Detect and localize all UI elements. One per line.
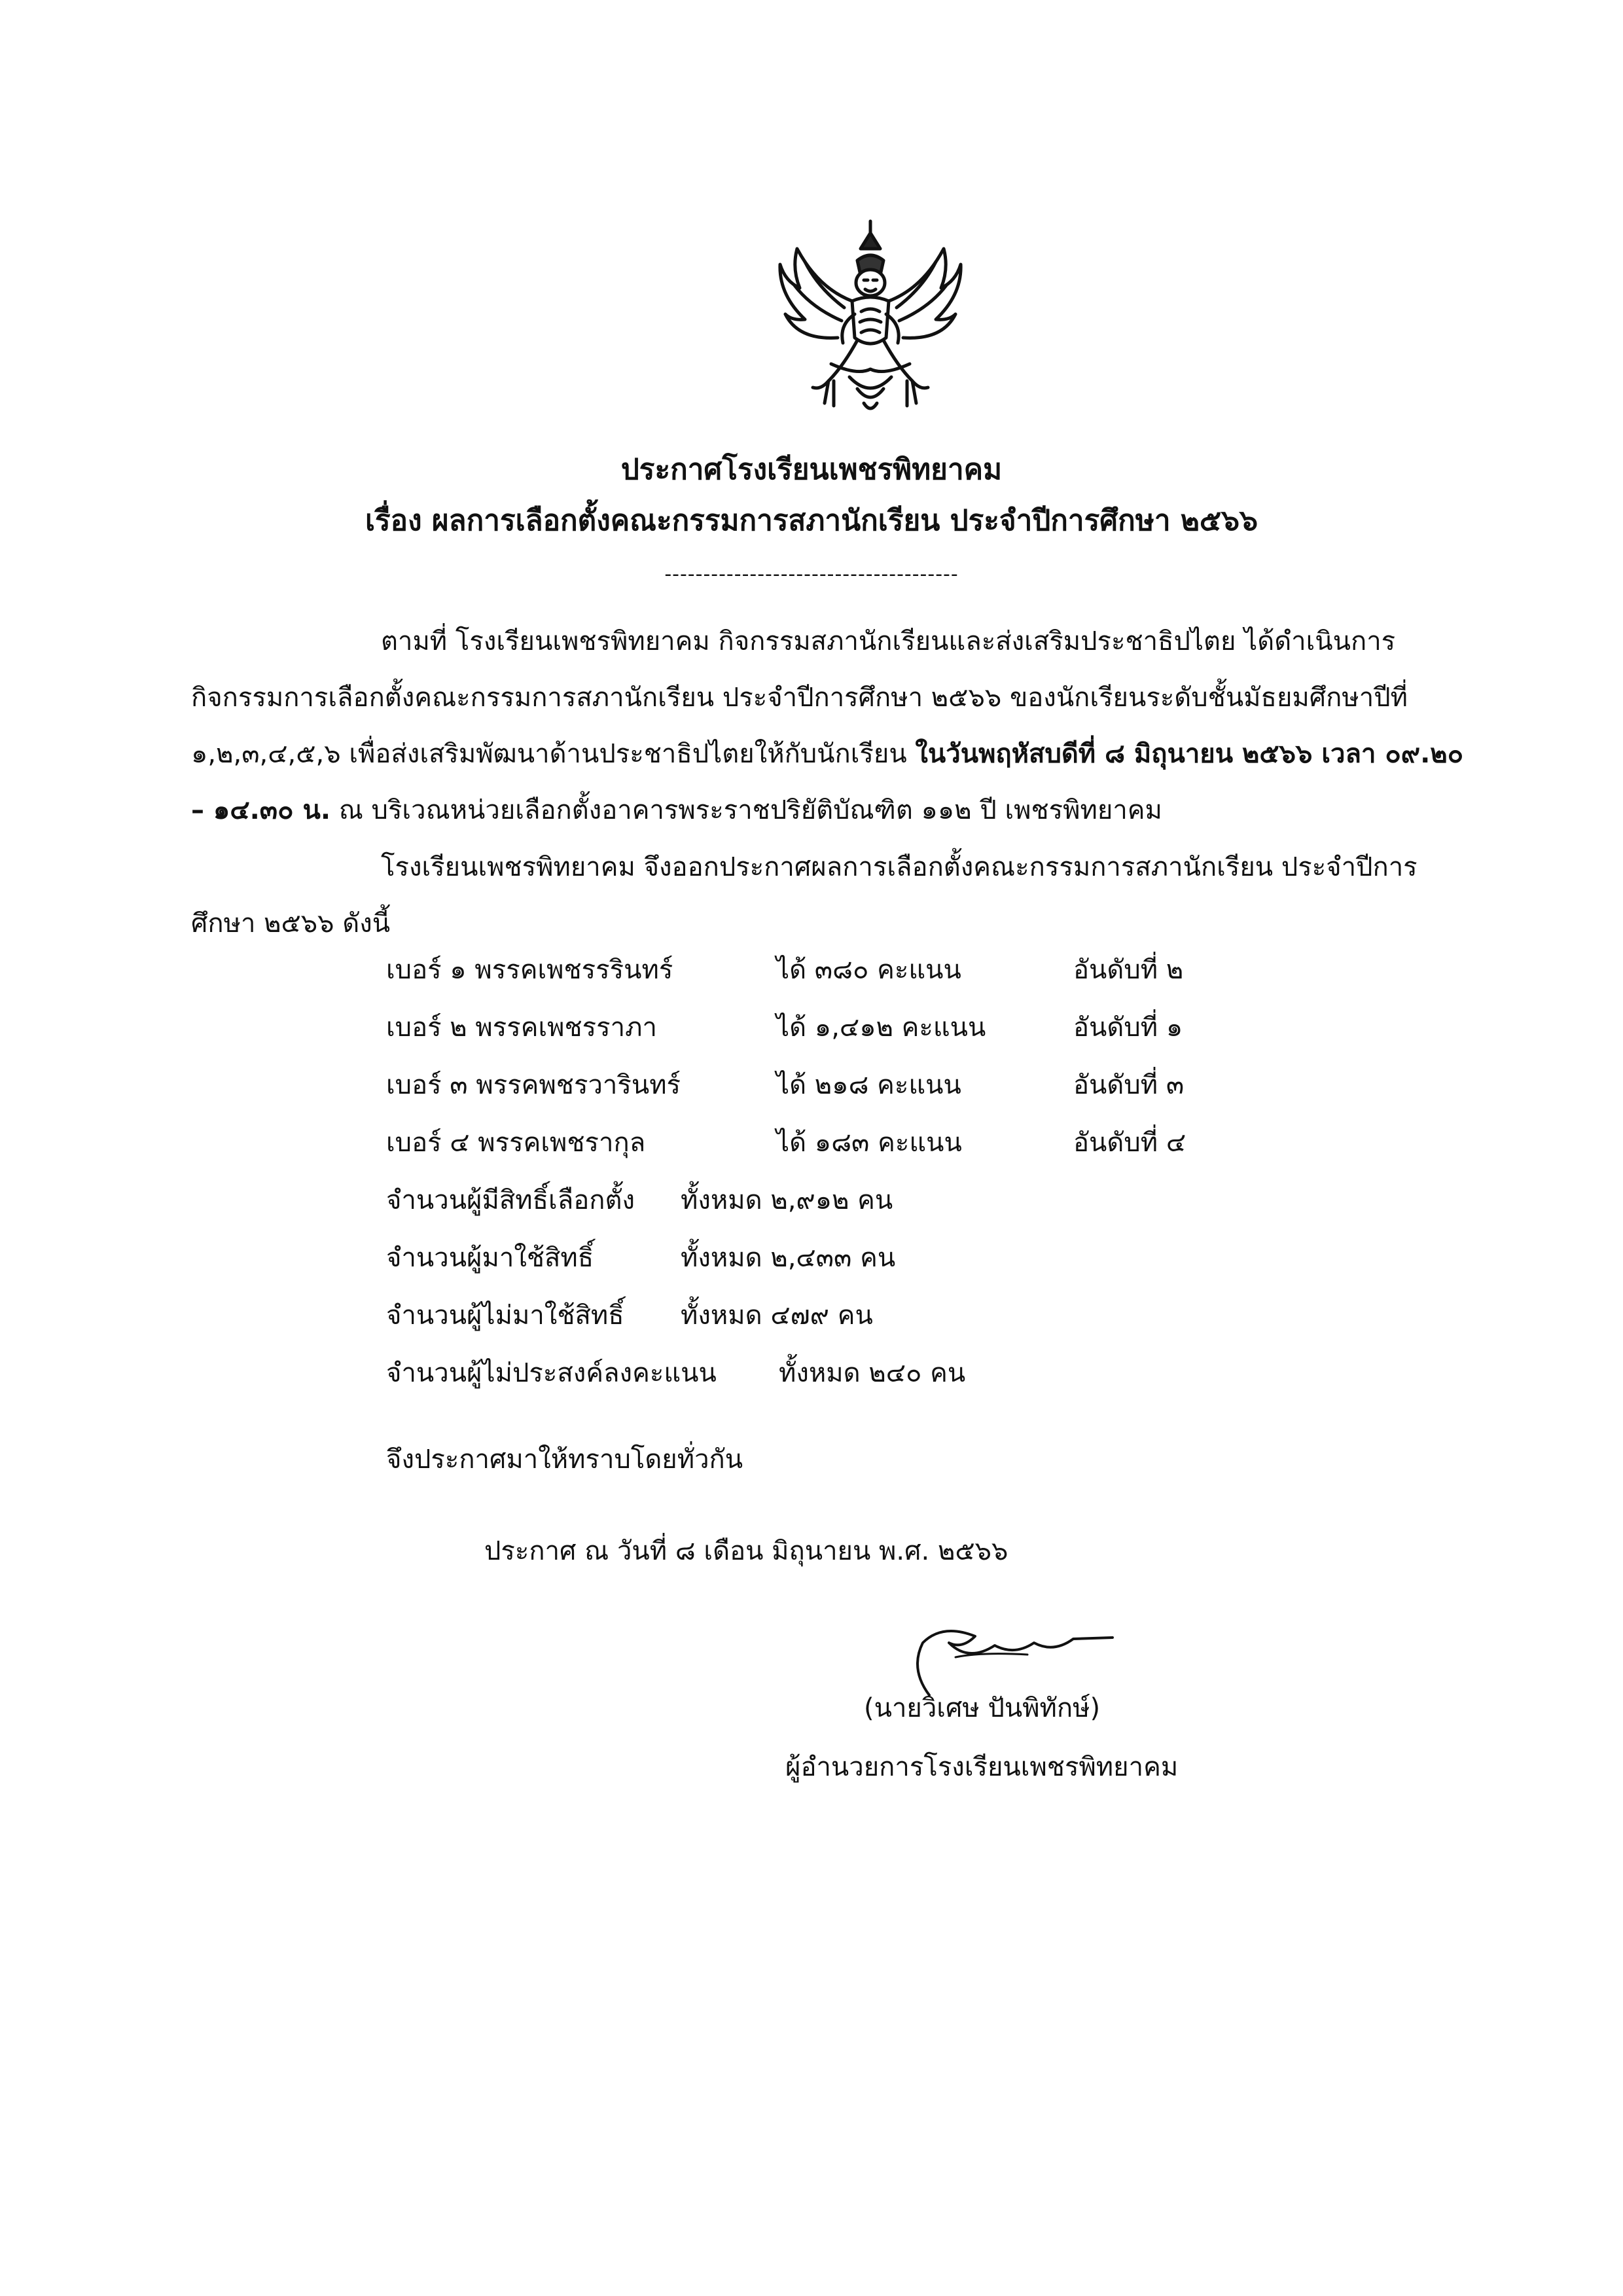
stat-label-eligible: จำนวนผู้มีสิทธิ์เลือกตั้ง bbox=[386, 1185, 635, 1215]
election-date-time: ในวันพฤหัสบดีที่ ๘ มิถุนายน ๒๕๖๖ เวลา ๐๙.๒๐ – ๑๔.๓๐ น. bbox=[191, 739, 1464, 825]
result-score-2: ได้ ๑,๔๑๒ คะแนน bbox=[776, 1013, 986, 1043]
result-score-3: ได้ ๒๑๘ คะแนน bbox=[776, 1070, 961, 1100]
stat-value-not-voted: ทั้งหมด ๔๗๙ คน bbox=[681, 1300, 873, 1331]
result-rank-2: อันดับที่ ๑ bbox=[1073, 1013, 1183, 1043]
stat-value-eligible: ทั้งหมด ๒,๙๑๒ คน bbox=[681, 1185, 893, 1215]
paragraph-location: ณ บริเวณหน่วยเลือกตั้งอาคารพระราชปริยัติบัณฑิต ๑๑๒ ปี เพชรพิทยาคม bbox=[330, 795, 1162, 825]
stat-label-not-voted: จำนวนผู้ไม่มาใช้สิทธิ์ bbox=[386, 1300, 624, 1331]
stat-value-voted: ทั้งหมด ๒,๔๓๓ คน bbox=[681, 1243, 896, 1273]
result-rank-4: อันดับที่ ๔ bbox=[1073, 1128, 1186, 1158]
announcement-subject: เรื่อง ผลการเลือกตั้งคณะกรรมการสภานักเรียน ประจำปีการศึกษา ๒๕๖๖ bbox=[365, 504, 1258, 537]
result-party-3: เบอร์ ๓ พรรคพชรวารินทร์ bbox=[386, 1070, 681, 1100]
signer-name: (นายวิเศษ ปันพิทักษ์) bbox=[864, 1693, 1101, 1723]
stat-label-voted: จำนวนผู้มาใช้สิทธิ์ bbox=[386, 1243, 594, 1273]
divider-line: -------------------------------------- bbox=[664, 563, 959, 586]
result-score-1: ได้ ๓๘๐ คะแนน bbox=[776, 955, 961, 985]
result-rank-1: อันดับที่ ๒ bbox=[1073, 955, 1184, 985]
stat-label-abstain: จำนวนผู้ไม่ประสงค์ลงคะแนน bbox=[386, 1358, 717, 1388]
result-party-4: เบอร์ ๔ พรรคเพชรากุล bbox=[386, 1128, 646, 1158]
result-rank-3: อันดับที่ ๓ bbox=[1073, 1070, 1185, 1100]
closing-statement: จึงประกาศมาให้ทราบโดยทั่วกัน bbox=[386, 1444, 743, 1475]
announcement-title: ประกาศโรงเรียนเพชรพิทยาคม bbox=[620, 453, 1003, 486]
paragraph-background bbox=[191, 613, 1480, 838]
announcement-date: ประกาศ ณ วันที่ ๘ เดือน มิถุนายน พ.ศ. ๒๕๖๖ bbox=[484, 1536, 1008, 1566]
result-party-1: เบอร์ ๑ พรรคเพชรรรินทร์ bbox=[386, 955, 673, 985]
result-score-4: ได้ ๑๘๓ คะแนน bbox=[776, 1128, 962, 1158]
paragraph-announcement-text: โรงเรียนเพชรพิทยาคม จึงออกประกาศผลการเลือกตั้งคณะกรรมการสภานักเรียน ประจำปีการศึกษา ๒๕๖๖ ดังนี้ bbox=[191, 852, 1418, 939]
garuda-emblem bbox=[766, 209, 975, 419]
paragraph-text: ตามที่ โรงเรียนเพชรพิทยาคม กิจกรรมสภานักเรียนและส่งเสริมประชาธิปไตย ได้ดำเนินการกิจกรรมการเลือกตั้งคณะกรรมการสภานักเรียน ประจำปีการศึกษา ๒๕๖๖ ของนักเรียนระดับชั้นมัธยมศึกษาปีที่ ๑,๒,๓,๔,๕,๖ เพื่อส่งเสริมพัฒนาด้านประชาธิปไตยให้กับนักเรียน bbox=[191, 626, 1408, 769]
paragraph-announcement bbox=[191, 839, 1480, 952]
signer-position: ผู้อำนวยการโรงเรียนเพชรพิทยาคม bbox=[785, 1752, 1179, 1782]
result-party-2: เบอร์ ๒ พรรคเพชรราภา bbox=[386, 1013, 657, 1043]
stat-value-abstain: ทั้งหมด ๒๔๐ คน bbox=[779, 1358, 966, 1388]
